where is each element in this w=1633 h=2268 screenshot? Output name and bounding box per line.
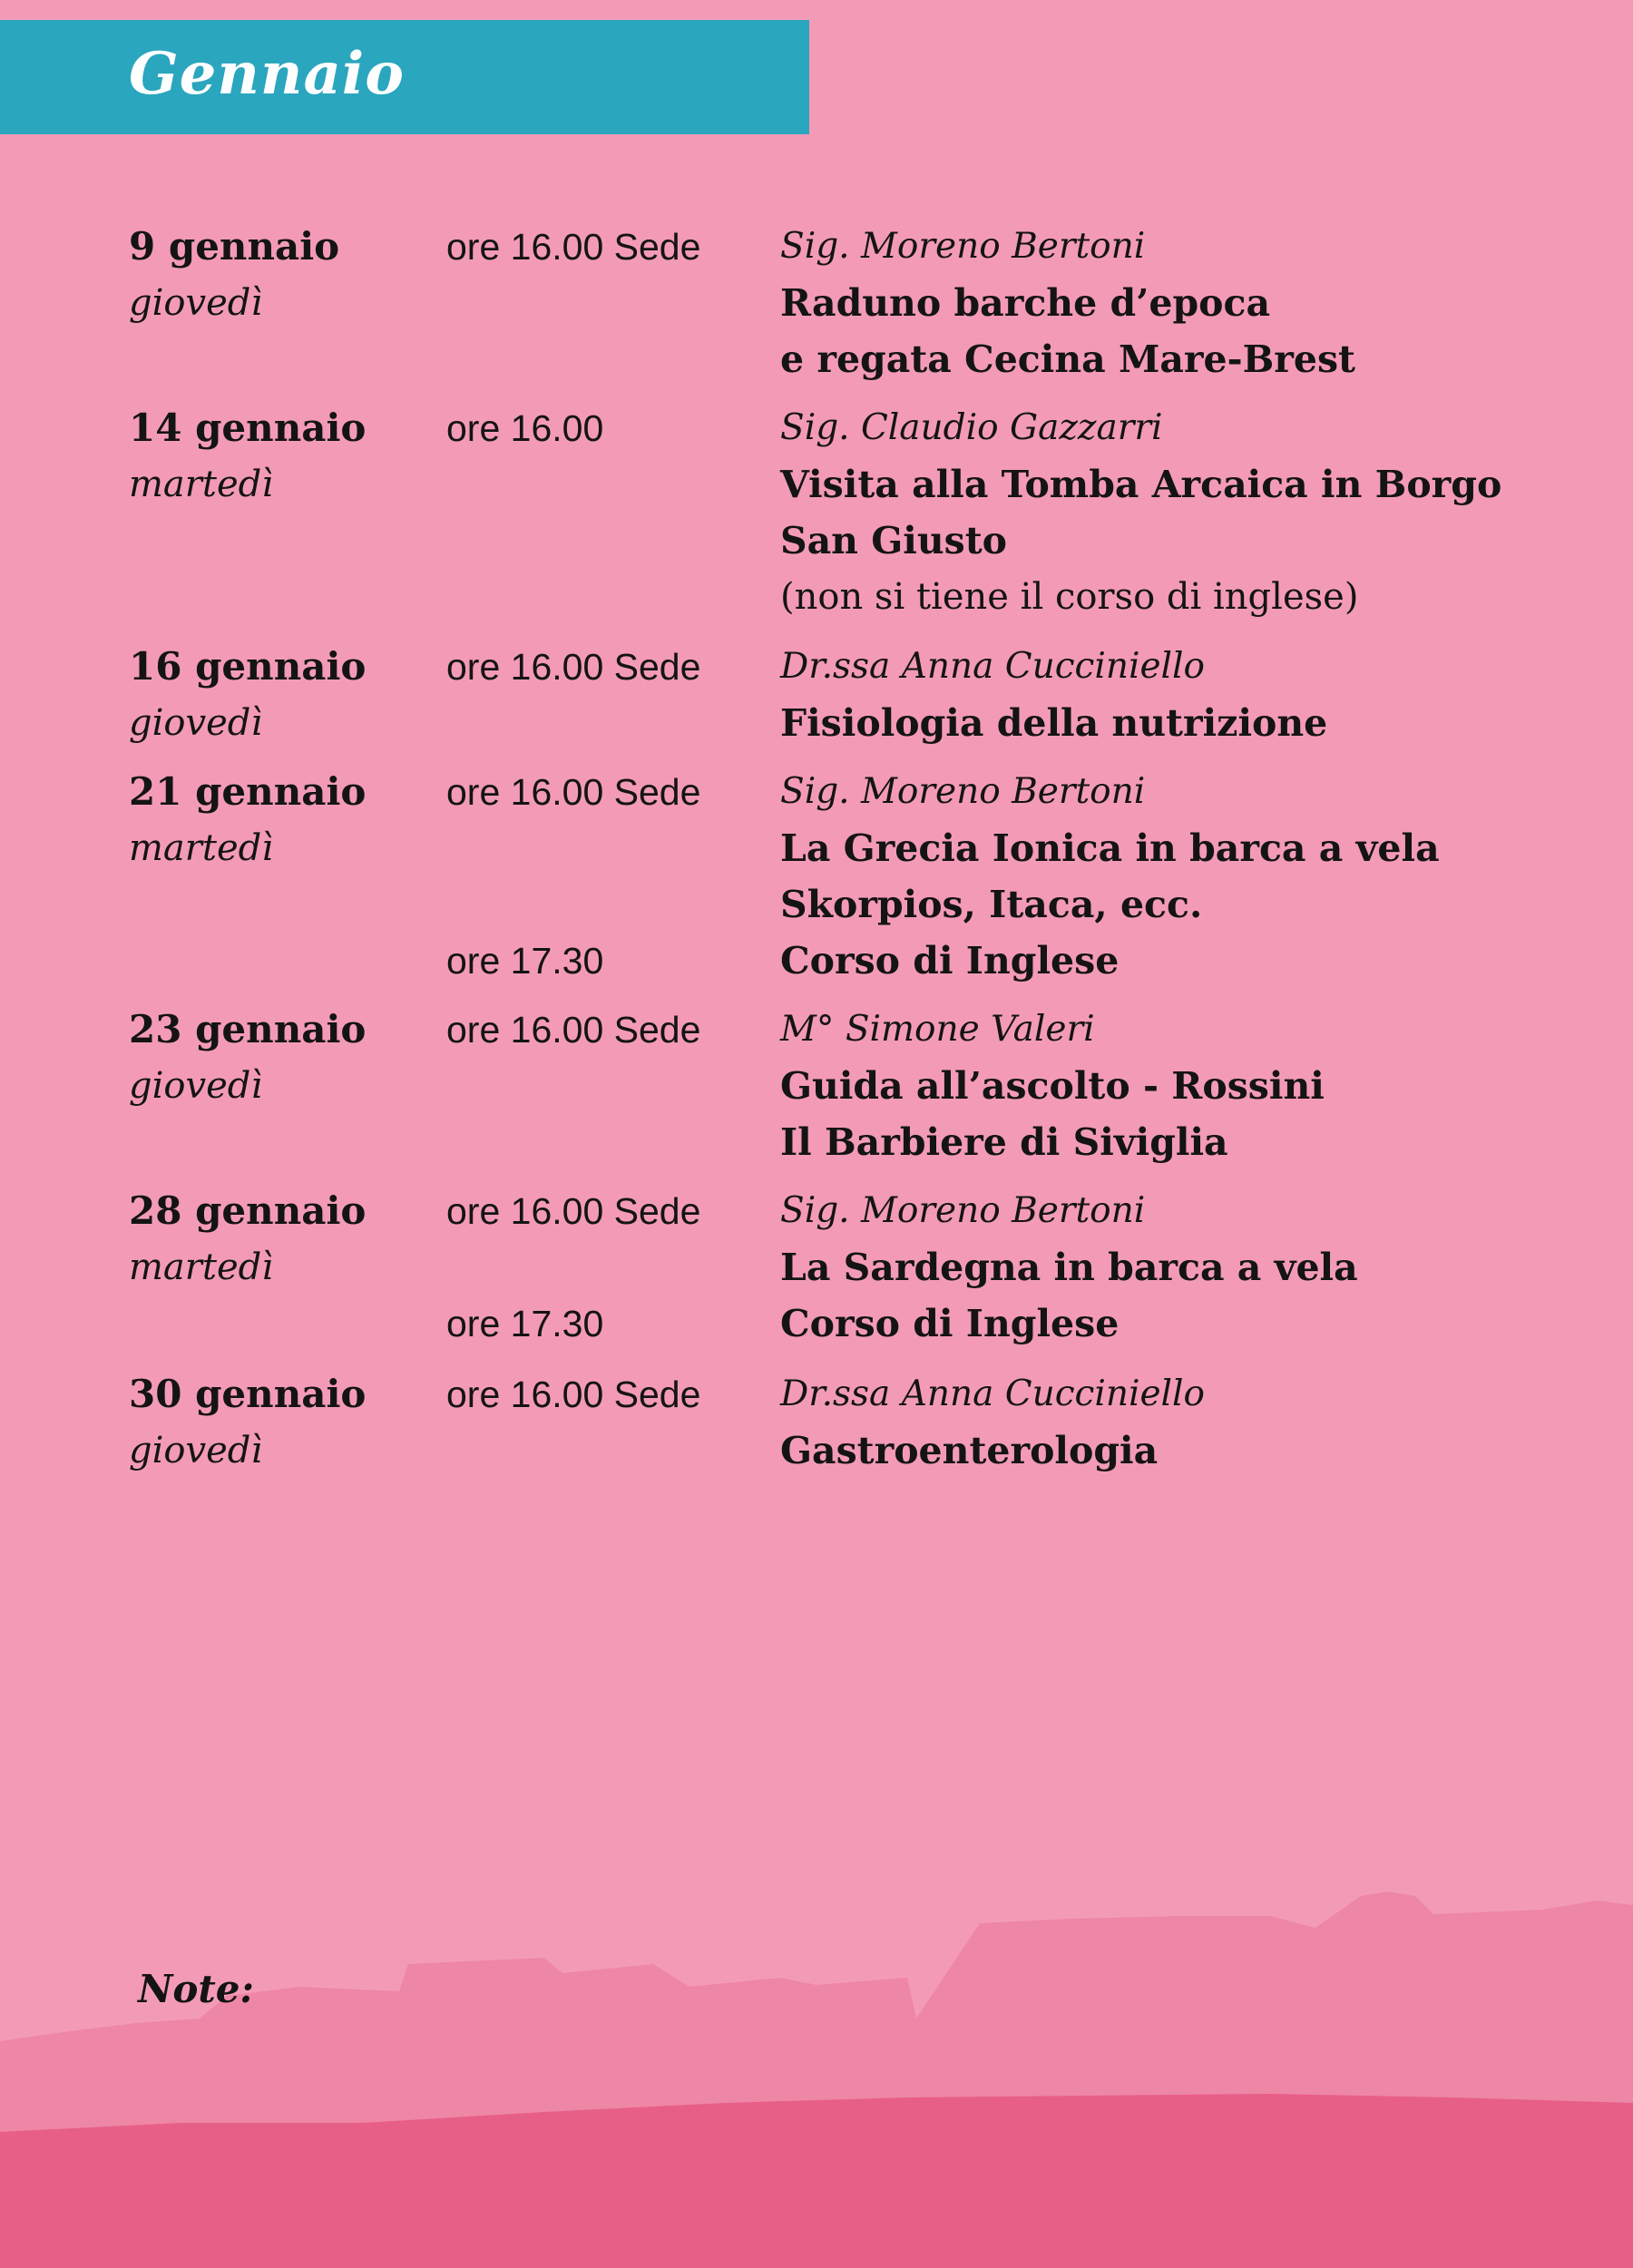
event-weekday: giovedì	[129, 1430, 263, 1471]
month-title: Gennaio	[129, 40, 405, 108]
notes-label: Note:	[138, 1967, 255, 2011]
event-title-line: Il Barbiere di Siviglia	[780, 1120, 1228, 1164]
event-title-line: Raduno barche d’epoca	[780, 281, 1271, 325]
event-time: ore 16.00 Sede	[446, 226, 701, 268]
event-title-line: La Sardegna in barca a vela	[780, 1246, 1358, 1289]
event-title-line: Guida all’ascolto - Rossini	[780, 1064, 1325, 1108]
event-title-line: Corso di Inglese	[780, 1302, 1120, 1345]
event-date: 16 gennaio	[129, 644, 367, 689]
event-title-line: Skorpios, Itaca, ecc.	[780, 883, 1203, 926]
event-weekday: giovedì	[129, 1065, 263, 1107]
event-speaker: M° Simone Valeri	[780, 1009, 1095, 1050]
event-speaker: Sig. Moreno Bertoni	[780, 226, 1146, 267]
event-title-line: e regata Cecina Mare-Brest	[780, 337, 1355, 381]
event-title-line: San Giusto	[780, 519, 1008, 562]
event-time: ore 16.00 Sede	[446, 1009, 701, 1051]
event-weekday: martedì	[129, 827, 274, 869]
event-speaker: Sig. Claudio Gazzarri	[780, 407, 1163, 448]
event-speaker: Sig. Moreno Bertoni	[780, 771, 1146, 812]
event-note: (non si tiene il corso di inglese)	[780, 576, 1359, 618]
event-title-line: La Grecia Ionica in barca a vela	[780, 826, 1440, 870]
event-time: ore 16.00 Sede	[446, 646, 701, 688]
event-weekday: martedì	[129, 464, 274, 505]
hill-bottom	[0, 2203, 1633, 2268]
event-date: 9 gennaio	[129, 224, 340, 269]
event-date: 30 gennaio	[129, 1372, 367, 1416]
event-time: ore 17.30	[446, 940, 604, 982]
event-weekday: giovedì	[129, 702, 263, 744]
event-title-line: Corso di Inglese	[780, 939, 1120, 982]
event-date: 23 gennaio	[129, 1007, 367, 1051]
event-date: 28 gennaio	[129, 1188, 367, 1233]
event-weekday: giovedì	[129, 282, 263, 324]
skyline-silhouette	[0, 1860, 1633, 2268]
event-date: 14 gennaio	[129, 406, 367, 450]
event-speaker: Dr.ssa Anna Cucciniello	[780, 646, 1205, 687]
event-speaker: Dr.ssa Anna Cucciniello	[780, 1374, 1205, 1414]
event-time: ore 16.00 Sede	[446, 1374, 701, 1415]
event-time: ore 16.00 Sede	[446, 1190, 701, 1232]
event-speaker: Sig. Moreno Bertoni	[780, 1190, 1146, 1231]
event-weekday: martedì	[129, 1246, 274, 1288]
event-time: ore 16.00	[446, 407, 604, 449]
event-title-line: Visita alla Tomba Arcaica in Borgo	[780, 463, 1502, 506]
event-title-line: Gastroenterologia	[780, 1429, 1159, 1472]
event-date: 21 gennaio	[129, 769, 367, 814]
event-time: ore 17.30	[446, 1303, 604, 1344]
month-banner	[0, 20, 809, 134]
event-title-line: Fisiologia della nutrizione	[780, 701, 1328, 745]
event-time: ore 16.00 Sede	[446, 771, 701, 813]
